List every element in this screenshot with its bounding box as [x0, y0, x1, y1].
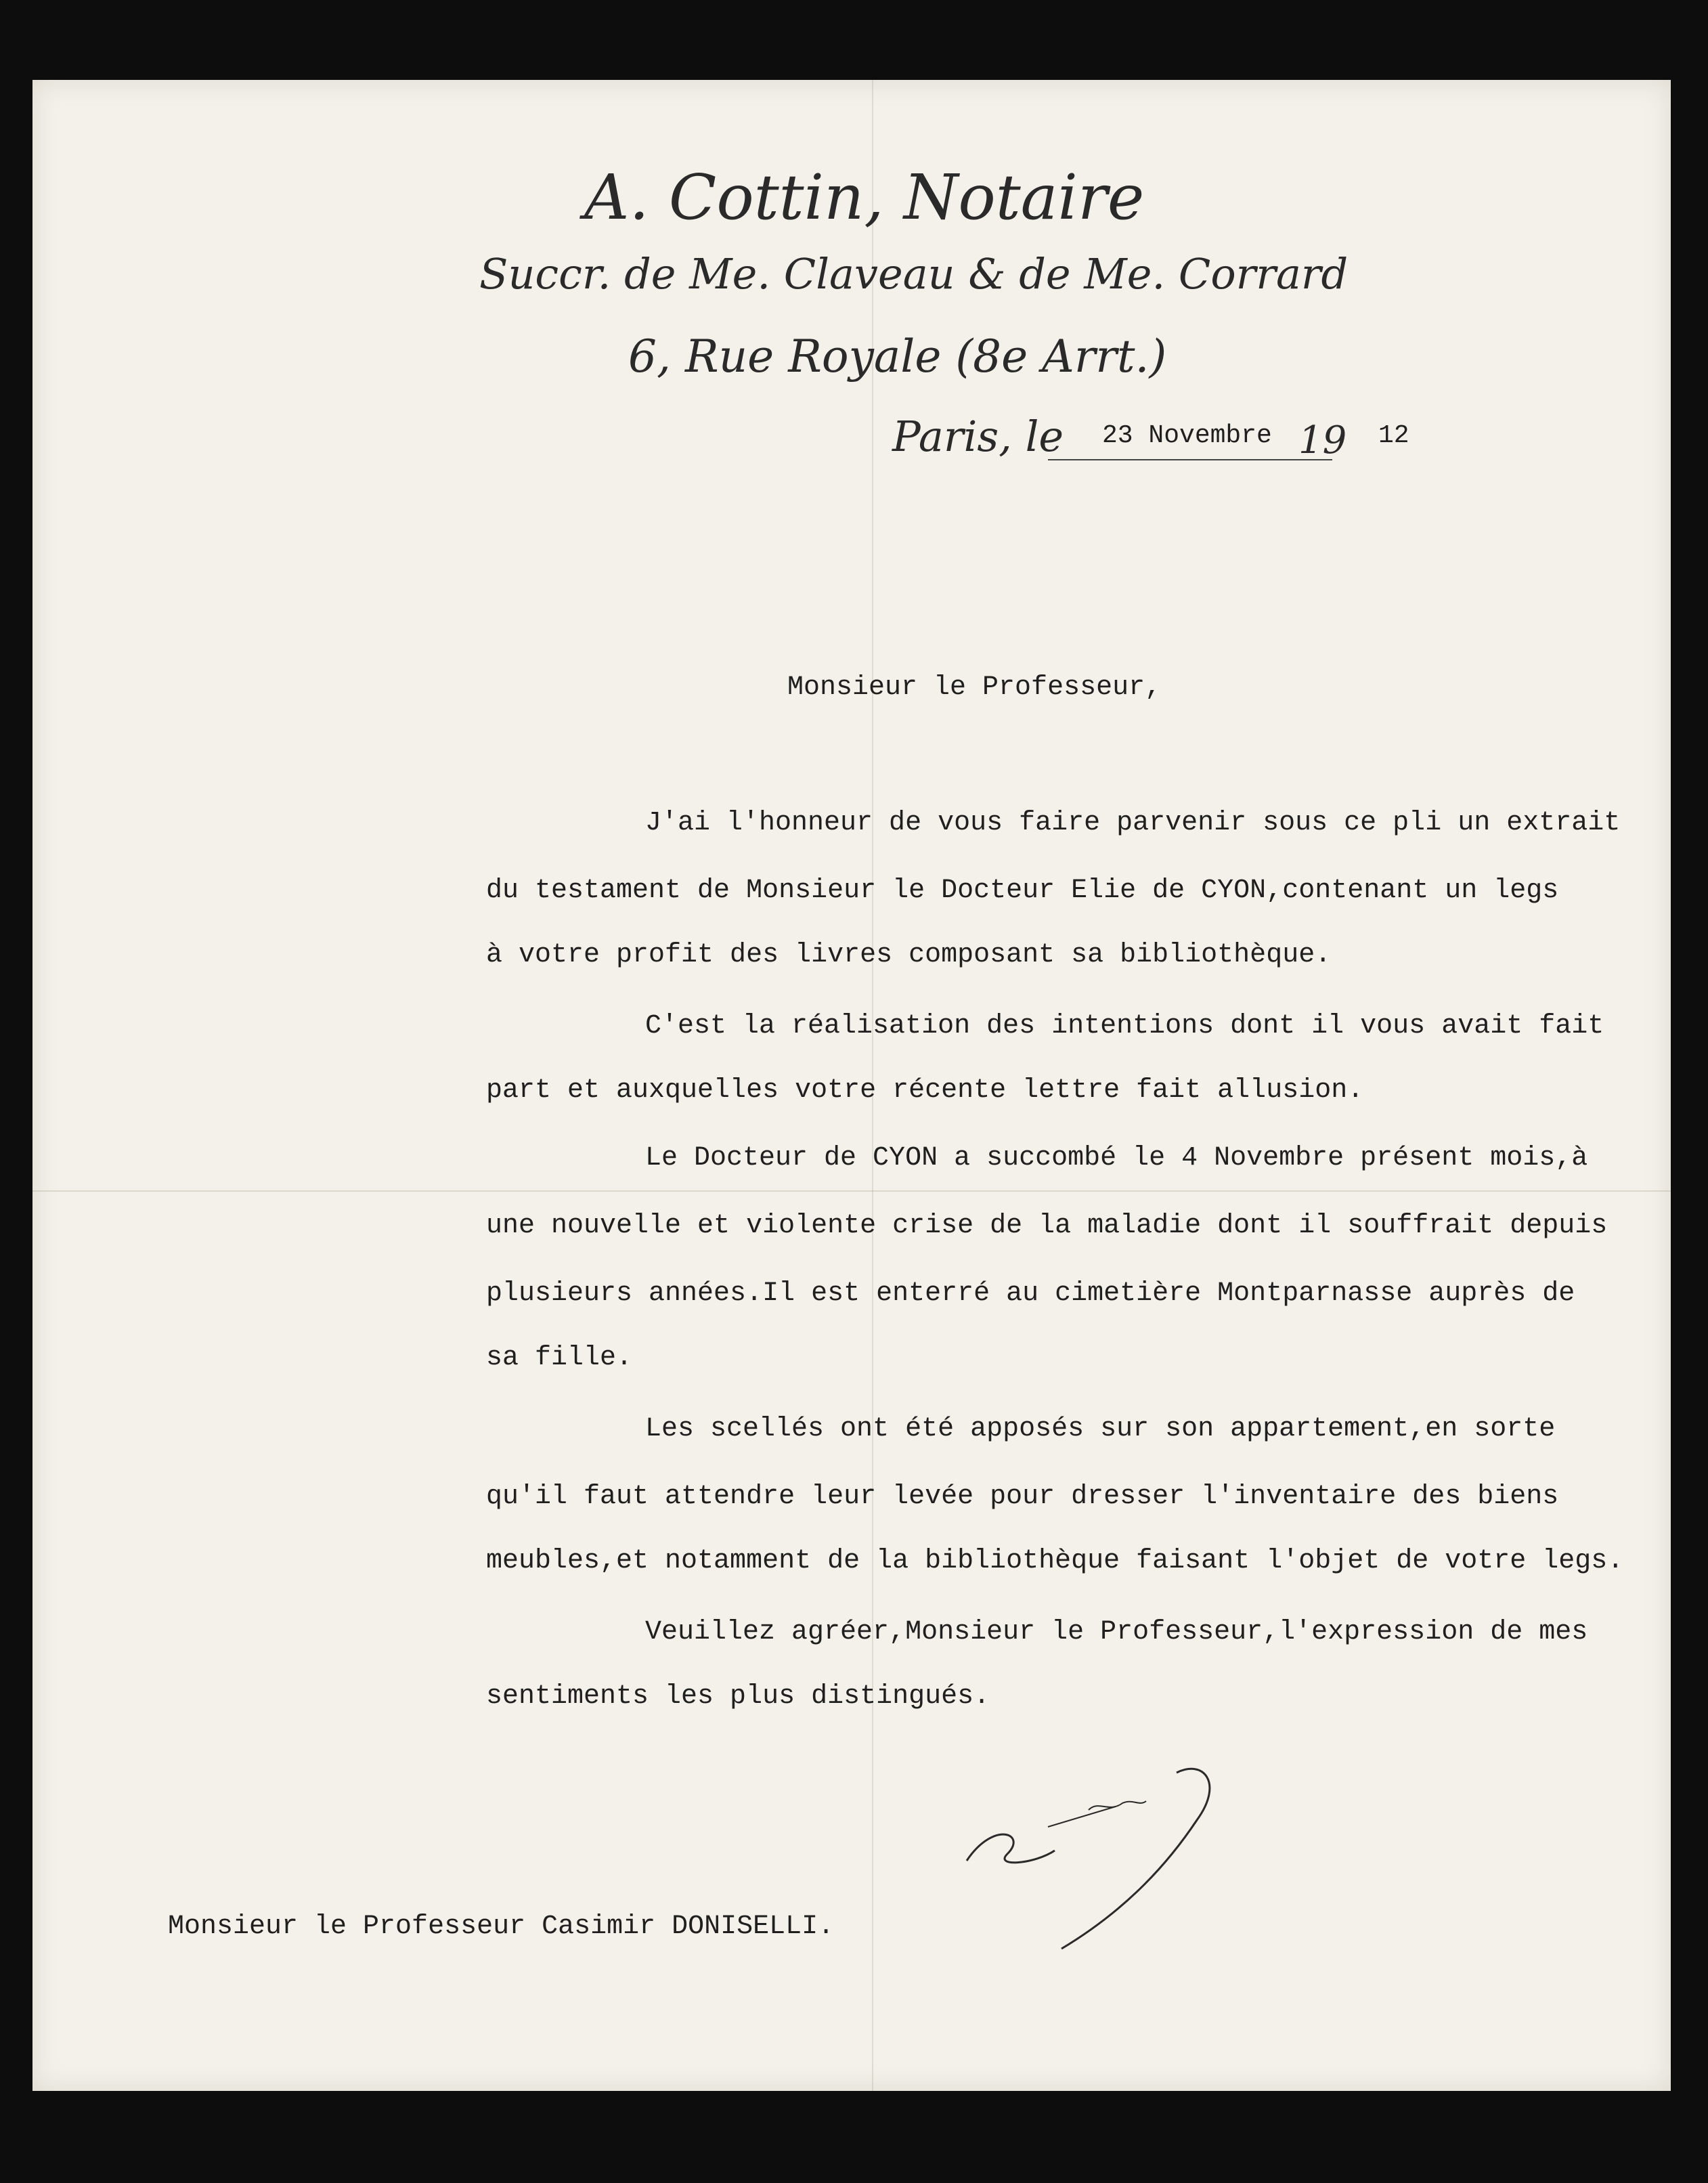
letter-sheet	[32, 80, 1671, 2091]
body-line: meubles,et notamment de la bibliothèque faisant l'objet de votre legs.	[486, 1546, 1624, 1576]
letterhead-name: A. Cottin, Notaire	[584, 161, 1145, 234]
date-year: 12	[1378, 421, 1409, 450]
date-rule	[1048, 459, 1332, 460]
date-century: 19	[1298, 418, 1347, 462]
body-line: Le Docteur de CYON a succombé le 4 Novembre présent mois,à	[645, 1143, 1588, 1173]
body-line: une nouvelle et violente crise de la maladie dont il souffrait depuis	[486, 1211, 1608, 1241]
addressee: Monsieur le Professeur Casimir DONISELLI.	[168, 1911, 835, 1942]
letterhead-address: 6, Rue Royale (8e Arrt.)	[628, 330, 1167, 383]
body-line: Veuillez agréer,Monsieur le Professeur,l'expression de mes	[645, 1617, 1588, 1647]
body-line: sa fille.	[486, 1343, 633, 1373]
body-line: plusieurs années.Il est enterré au cimetière Montparnasse auprès de	[486, 1278, 1575, 1309]
body-line: C'est la réalisation des intentions dont il vous avait fait	[645, 1011, 1604, 1041]
body-line: Les scellés ont été apposés sur son appartement,en sorte	[645, 1414, 1556, 1444]
body-line: du testament de Monsieur le Docteur Elie de CYON,contenant un legs	[486, 876, 1559, 906]
body-line: à votre profit des livres composant sa bibliothèque.	[486, 940, 1332, 970]
body-line: J'ai l'honneur de vous faire parvenir sous ce pli un extrait	[645, 808, 1621, 838]
salutation: Monsieur le Professeur,	[787, 672, 1162, 703]
body-line: qu'il faut attendre leur levée pour dresser l'inventaire des biens	[486, 1482, 1559, 1512]
signature	[953, 1719, 1319, 2003]
fold-line	[32, 1190, 1671, 1192]
body-line: sentiments les plus distingués.	[486, 1681, 990, 1712]
letterhead-successor: Succr. de Me. Claveau & de Me. Corrard	[479, 249, 1349, 299]
date-day-month: 23 Novembre	[1102, 421, 1272, 450]
body-line: part et auxquelles votre récente lettre fait allusion.	[486, 1075, 1364, 1106]
letterhead-place: Paris, le	[892, 412, 1064, 461]
